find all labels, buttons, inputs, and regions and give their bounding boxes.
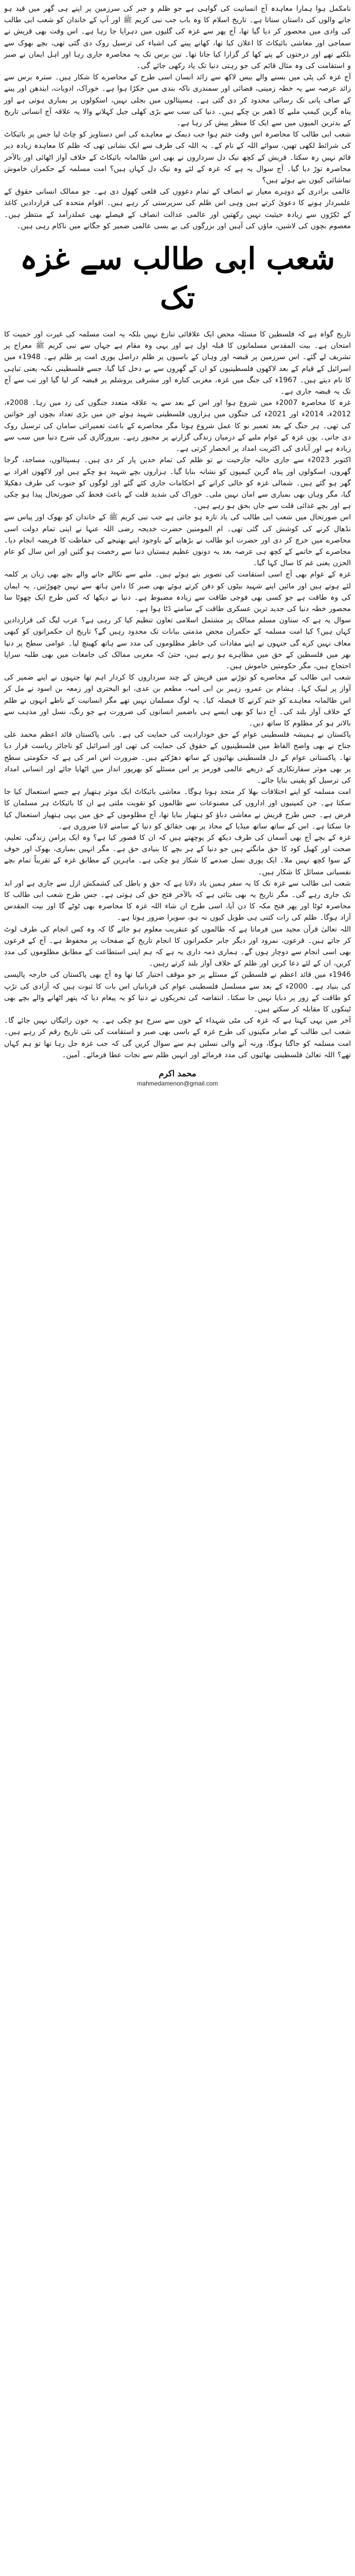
intro-paragraph: عالمی برادری کے دوہرے معیار نے انصاف کے تمام دعووں کی قلعی کھول دی ہے۔ جو ممالک انسانی حقوق کے علمبردار ہونے کا دعویٰ کرتے ہیں وہی اس ظلم کی سرپرستی کر رہے ہیں۔ اقوام متحدہ کی قراردادیں کاغذ کے ٹکڑوں سے زیادہ حیثیت نہیں رکھتیں اور عالمی عدالت انصاف کے فیصلے بھی عملدرآمد کے منتظر ہیں۔ معصوم بچوں کی لاشیں، ماؤں کی آہیں اور بزرگوں کی بے بسی عالمی ضمیر کو جگانے میں ناکام رہی ہیں۔ bbox=[4, 188, 351, 230]
author-email[interactable]: mahmedamenon@gmail.com bbox=[137, 1080, 218, 1088]
body-paragraph: سوال یہ ہے کہ ستاون مسلم ممالک پر مشتمل اسلامی تعاون تنظیم کیا کر رہی ہے؟ عرب لیگ کی قراردادیں کہاں ہیں؟ کیا امت مسلمہ کے حکمران محض مذمتی بیانات تک محدود رہیں گے؟ تاریخ ان حکمرانوں کو کبھی معاف نہیں کرے گی جنہوں نے اپنے مفادات کی خاطر مظلوموں کی مدد سے ہاتھ کھینچ لیا۔ عوامی سطح پر دنیا بھر میں فلسطین کے حق میں مظاہرے ہو رہے ہیں، حتیٰ کہ مغربی ممالک کی جامعات میں بھی طلبہ سراپا احتجاج ہیں، مگر حکومتیں خاموش ہیں۔ bbox=[4, 616, 351, 670]
body-paragraph: اس صورتحال میں شعب ابی طالب کی یاد تازہ ہو جاتی ہے جب نبی کریم ﷺ کے خاندان کو بھوک اور پیاس سے نڈھال کرنے کی کوشش کی گئی تھی۔ ام المومنین حضرت خدیجہ رضی اللہ عنہا نے اپنی تمام دولت اسی محاصرے میں خرچ کر دی اور حضرت ابو طالب نے بڑھاپے کے باوجود اپنے بھتیجے کی حفاظت کا فریضہ انجام دیا۔ محاصرے کے خاتمے کے کچھ ہی عرصہ بعد یہ دونوں عظیم ہستیاں دنیا سے رخصت ہو گئیں اور اس سال کو عام الحزن یعنی غم کا سال کہا گیا۔ bbox=[4, 513, 351, 568]
body-paragraph: غزہ کے عوام بھی آج اسی استقامت کی تصویر بنے ہوئے ہیں۔ ملبے سے نکالے جانے والے بچے بھی زبان پر کلمہ لئے ہوتے ہیں اور مائیں اپنے شہید بیٹوں کو دفن کرتے ہوئے بھی صبر کا دامن ہاتھ سے نہیں چھوڑتیں۔ یہ ایمان کی وہ طاقت ہے جو کسی بھی فوجی طاقت سے زیادہ مضبوط ہے۔ دنیا نے دیکھا کہ کس طرح ایک چھوٹا سا محصور خطہ دنیا کی جدید ترین عسکری طاقت کے سامنے ڈٹا ہوا ہے۔ bbox=[4, 570, 351, 613]
body-section bbox=[4, 329, 351, 1061]
intro-paragraph: شعب ابی طالب کا محاصرہ اس وقت ختم ہوا جب دیمک نے معاہدے کی اس دستاویز کو چاٹ لیا جس پر بائیکاٹ کی شرائط لکھی تھیں، سوائے اللہ کے نام کے۔ یہ اللہ کی طرف سے ایک نشانی تھی کہ ظلم کا معاہدہ زیادہ دیر قائم نہیں رہ سکتا۔ قریش کے کچھ نیک دل سرداروں نے بھی اس ظالمانہ بائیکاٹ کے خلاف آواز اٹھائی اور بالآخر محاصرہ توڑ دیا گیا۔ آج سوال یہ ہے کہ غزہ کے لئے وہ نیک دل کہاں ہیں؟ امت مسلمہ کے حکمران خاموش تماشائی کیوں بنے ہوئے ہیں؟ bbox=[4, 130, 351, 185]
body-paragraph: پاکستان نے ہمیشہ فلسطینی عوام کے حق خودارادیت کی حمایت کی ہے۔ بانی پاکستان قائد اعظم محمد علی جناح نے بھی واضح الفاظ میں فلسطینیوں کے حقوق کی حمایت کی تھی اور اسرائیل کو ناجائز ریاست قرار دیا تھا۔ پاکستانی عوام کے دل فلسطینی بھائیوں کے ساتھ دھڑکتے ہیں۔ ضرورت اس امر کی ہے کہ حکومتی سطح پر بھی موثر سفارتکاری کے ذریعے عالمی فورمز پر اس مسئلے کو بھرپور انداز میں اٹھایا جائے اور انسانی امداد کی ترسیل کو یقینی بنایا جائے۔ bbox=[4, 731, 351, 785]
body-paragraph: شعب ابی طالب سے غزہ تک کا یہ سفر ہمیں یاد دلاتا ہے کہ حق و باطل کی کشمکش ازل سے جاری ہے اور ابد تک جاری رہے گی۔ مگر تاریخ یہ بھی بتاتی ہے کہ بالآخر فتح حق کی ہوتی ہے۔ جس طرح شعب ابی طالب کا محاصرہ ٹوٹا اور پھر فتح مکہ کا دن آیا، اسی طرح ان شاء اللہ غزہ کا محاصرہ بھی ٹوٹے گا اور بیت المقدس آزاد ہوگا۔ ظلم کی رات کتنی ہی طویل کیوں نہ ہو، سویرا ضرور ہوتا ہے۔ bbox=[4, 879, 351, 922]
intro-paragraph: نامکمل ہوا ہمارا معاہدہ آج انسانیت کی گواہی ہے جو ظلم و جبر کی سرزمین پر اپنے ہی گھر میں قید ہو جانے والوں کی داستان سناتا ہے۔ تاریخ اسلام کا وہ باب جب نبی کریم ﷺ اور آپ کے خاندان کو شعب ابی طالب کی وادی میں محصور کر دیا گیا تھا، آج پھر سے غزہ کی گلیوں میں دہرایا جا رہا ہے۔ اس وقت بھی قریش نے سماجی اور معاشی بائیکاٹ کا اعلان کیا تھا، کھانے پینے کی اشیاء کی ترسیل روک دی گئی تھی، بچے بھوک سے بلکتے تھے اور درختوں کے پتے کھا کر گزارا کیا جاتا تھا۔ تین برس تک یہ محاصرہ جاری رہا اور اہل ایمان نے صبر و استقامت کی وہ مثال قائم کی جو رہتی دنیا تک یاد رکھی جائے گی۔ bbox=[4, 5, 351, 71]
body-paragraph: 1946ء میں قائد اعظم نے فلسطین کے مسئلے پر جو موقف اختیار کیا تھا وہ آج بھی پاکستان کی خارجہ پالیسی کی بنیاد ہے۔ 2000ء کے بعد سے مسلسل فلسطینی عوام کی قربانیاں اس بات کا ثبوت ہیں کہ آزادی کی تڑپ کو طاقت کے زور پر دبایا نہیں جا سکتا۔ انتفاضہ کی تحریکوں نے دنیا کو یہ پیغام دیا کہ پتھر اٹھانے والے بچے بھی ٹینکوں کا مقابلہ کر سکتے ہیں۔ bbox=[4, 971, 351, 1014]
body-paragraph: شعب ابی طالب کے محاصرے کو توڑنے میں قریش کے چند سرداروں کا کردار اہم تھا جنہوں نے اپنے ضمیر کی آواز پر لبیک کہا۔ ہشام بن عمرو، زہیر بن ابی امیہ، مطعم بن عدی، ابو البختری اور زمعہ بن اسود نے مل کر اس ظالمانہ معاہدے کو ختم کرنے کا فیصلہ کیا۔ یہ لوگ مسلمان نہیں تھے مگر انسانیت کے ناطے انہوں نے ظلم کے خلاف آواز بلند کی۔ آج دنیا کو بھی ایسے ہی باضمیر انسانوں کی ضرورت ہے جو رنگ، نسل اور مذہب سے بالاتر ہو کر مظلوم کا ساتھ دیں۔ bbox=[4, 673, 351, 727]
headline: شعب ابی طالب سے غزہ تک bbox=[20, 241, 335, 316]
body-paragraph: اکتوبر 2023ء سے جاری حالیہ جارحیت نے تو ظلم کی تمام حدیں پار کر دی ہیں۔ ہسپتالوں، مساجد، گرجا گھروں، اسکولوں اور پناہ گزین کیمپوں کو نشانہ بنایا گیا۔ ہزاروں بچے شہید ہو چکے ہیں اور لاکھوں افراد بے گھر ہو گئے ہیں۔ شمالی غزہ کو خالی کرانے کے احکامات جاری کئے گئے اور لوگوں کو جنوب کی طرف دھکیلا گیا، مگر وہاں بھی بمباری سے امان نہیں ملی۔ خوراک کی شدید قلت کے باعث قحط کی صورتحال پیدا ہو چکی ہے اور بچے غذائی قلت سے جاں بحق ہو رہے ہیں۔ bbox=[4, 456, 351, 511]
body-paragraph: غزہ کا محاصرہ 2007ء میں شروع ہوا اور اس کے بعد سے یہ علاقہ متعدد جنگوں کی زد میں رہا۔ 2008ء، 2012ء، 2014ء اور 2021ء کی جنگوں میں ہزاروں فلسطینی شہید ہوئے جن میں بڑی تعداد بچوں اور خواتین کی تھی۔ ہر جنگ کے بعد تعمیر نو کا عمل شروع ہوتا مگر محاصرے کے باعث تعمیراتی سامان کی ترسیل روک دی جاتی۔ یوں غزہ کے عوام ملبے کے درمیان زندگی گزارنے پر مجبور رہے۔ بیروزگاری کی شرح دنیا میں سب سے زیادہ ہے اور آبادی کی اکثریت امداد پر انحصار کرتی ہے۔ bbox=[4, 399, 351, 453]
body-paragraph: غزہ کے بچے آج بھی آسمان کی طرف دیکھ کر پوچھتے ہیں کہ ان کا قصور کیا ہے؟ وہ ایک پرامن زندگی، تعلیم، صحت اور کھیل کود کا حق مانگتے ہیں جو دنیا کے ہر بچے کا بنیادی حق ہے۔ مگر انہیں بمباری، بھوک اور خوف کے سوا کچھ نہیں ملا۔ ایک پوری نسل صدمے کا شکار ہو چکی ہے۔ ماہرین کے مطابق غزہ کے تقریباً تمام بچے نفسیاتی مسائل کا شکار ہیں۔ bbox=[4, 834, 351, 876]
body-paragraph: امت مسلمہ کو اپنے اختلافات بھلا کر متحد ہونا ہوگا۔ معاشی بائیکاٹ ایک موثر ہتھیار ہے جسے استعمال کیا جا سکتا ہے۔ جن کمپنیوں اور اداروں کی مصنوعات سے ظالموں کو تقویت ملتی ہے ان کا بائیکاٹ ہر مسلمان کا فرض ہے۔ جس طرح قریش نے معاشی دباؤ کو ہتھیار بنایا تھا، آج مظلوموں کے حق میں یہی ہتھیار استعمال کیا جا سکتا ہے۔ اس کے ساتھ ساتھ میڈیا کے محاذ پر بھی حقائق کو دنیا کے سامنے لانا ضروری ہے۔ bbox=[4, 788, 351, 831]
body-paragraph: تاریخ گواہ ہے کہ فلسطین کا مسئلہ محض ایک علاقائی تنازع نہیں بلکہ یہ امت مسلمہ کی غیرت اور حمیت کا امتحان ہے۔ بیت المقدس مسلمانوں کا قبلہ اول ہے اور یہی وہ مقام ہے جہاں سے نبی کریم ﷺ معراج پر تشریف لے گئے۔ اس سرزمین پر قبضہ اور وہاں کے باسیوں پر ظلم دراصل پوری امت پر ظلم ہے۔ 1948ء میں اسرائیل کے قیام کے بعد لاکھوں فلسطینیوں کو ان کے گھروں سے بے دخل کیا گیا، جسے فلسطینی نکبہ یعنی تباہی کا نام دیتے ہیں۔ 1967ء کی جنگ میں غزہ، مغربی کنارہ اور مشرقی یروشلم پر قبضہ کر لیا گیا اور تب سے آج تک یہ قبضہ جاری ہے۔ bbox=[4, 330, 351, 396]
body-paragraph: اللہ تعالیٰ قرآن مجید میں فرماتا ہے کہ ظالموں کو عنقریب معلوم ہو جائے گا کہ وہ کس انجام کی طرف لوٹ کر جاتے ہیں۔ فرعون، نمرود اور دیگر جابر حکمرانوں کا انجام تاریخ کے صفحات پر محفوظ ہے۔ آج کے فرعون بھی اسی انجام سے دوچار ہوں گے۔ ہماری ذمہ داری یہ ہے کہ ہم اپنی استطاعت کے مطابق مظلوموں کی مدد کریں، ان کے لئے دعا کریں اور ظلم کے خلاف آواز بلند کرتے رہیں۔ bbox=[4, 925, 351, 968]
intro-section bbox=[4, 3, 351, 232]
author-name: محمد اکرم bbox=[158, 1069, 197, 1079]
intro-paragraph: آج غزہ کی پٹی میں بسنے والے بیس لاکھ سے زائد انسان اسی طرح کے محاصرے کا شکار ہیں۔ سترہ برس سے زائد عرصہ سے یہ خطہ زمینی، فضائی اور سمندری ناکہ بندی میں جکڑا ہوا ہے۔ خوراک، ادویات، ایندھن اور پینے کے صاف پانی تک رسائی محدود کر دی گئی ہے۔ ہسپتالوں میں بجلی نہیں، اسکولوں پر بمباری ہوتی ہے اور پناہ گزین کیمپ ملبے کا ڈھیر بن چکے ہیں۔ دنیا کی سب سے بڑی کھلی جیل کہلانے والا یہ علاقہ آج انسانی تاریخ کے بدترین المیوں میں سے ایک کا منظر پیش کر رہا ہے۔ bbox=[4, 73, 351, 128]
body-paragraph: آخر میں یہی کہنا ہے کہ غزہ کی مٹی شہداء کے خون سے سرخ ہو چکی ہے۔ یہ خون رائیگاں نہیں جائے گا۔ شعب ابی طالب کے صابر مکینوں کی طرح غزہ کے باسی بھی صبر و استقامت کی نئی تاریخ رقم کر رہے ہیں۔ امت مسلمہ کو جاگنا ہوگا، ورنہ آنے والی نسلیں ہم سے سوال کریں گی کہ جب غزہ جل رہا تھا تو ہم کہاں تھے؟ اللہ تعالیٰ فلسطینی بھائیوں کی مدد فرمائے اور انہیں ظلم سے نجات عطا فرمائے۔ آمین۔ bbox=[4, 1016, 351, 1059]
byline bbox=[4, 1068, 351, 1088]
